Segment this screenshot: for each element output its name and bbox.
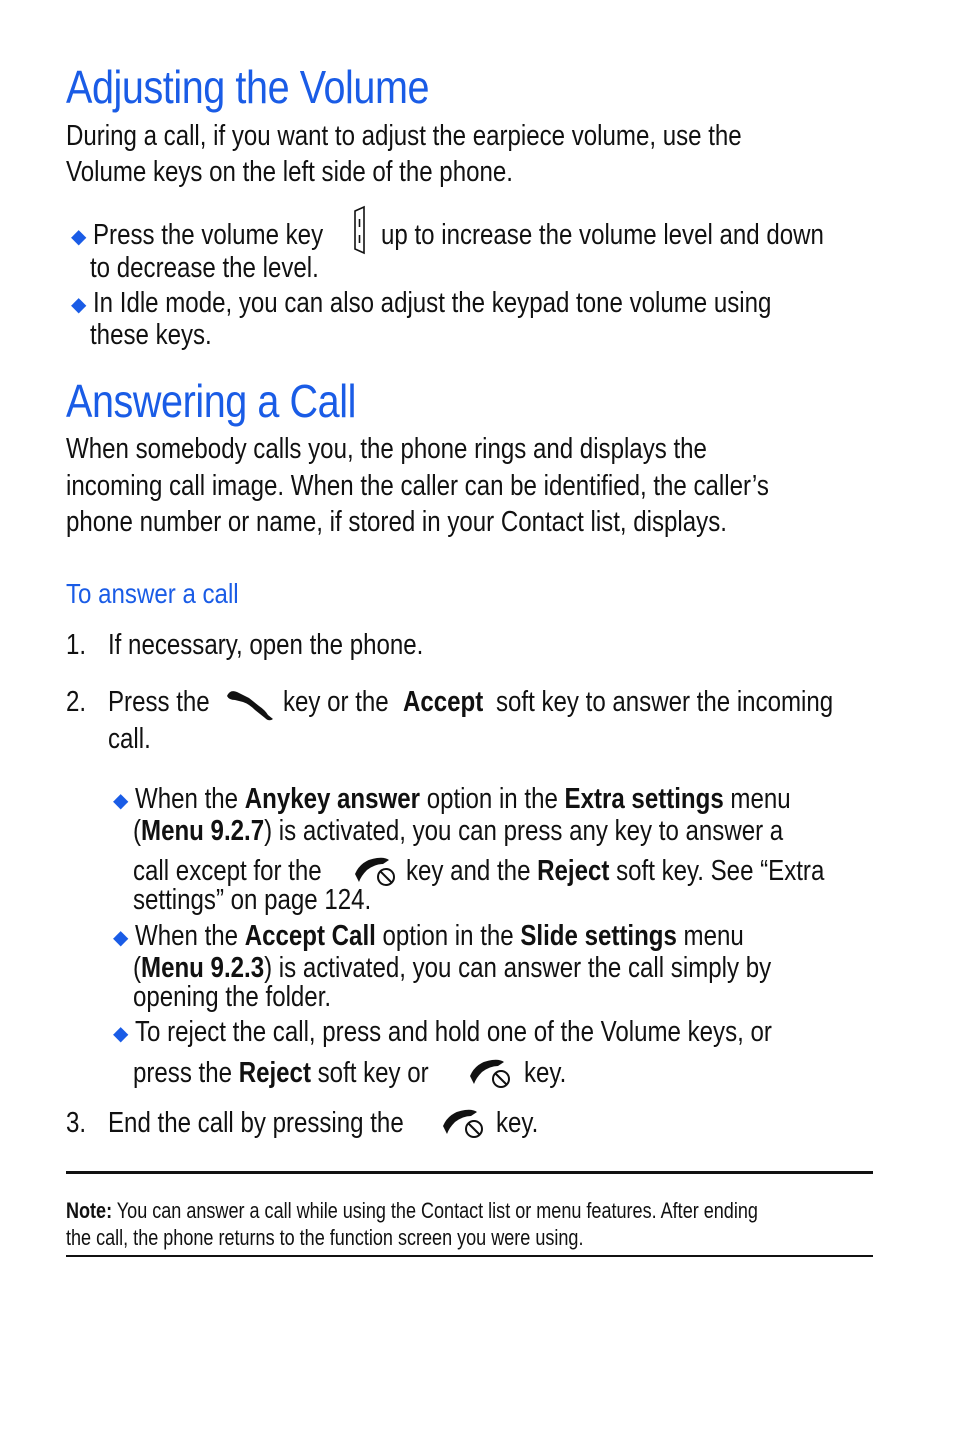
step-text-bold <box>403 684 483 720</box>
step-number: 1. <box>66 629 87 661</box>
send-key-icon <box>225 686 275 722</box>
note-top-rule <box>66 1171 873 1174</box>
end-key-icon <box>441 1104 487 1140</box>
bullet-diamond-icon: ◆ <box>113 1023 129 1045</box>
paragraph-line: phone number or name, if stored in your Contact list, displays. <box>66 506 727 538</box>
note-line: the call, the phone returns to the function screen you were using. <box>66 1225 584 1250</box>
paragraph-line: When somebody calls you, the phone rings and displays the <box>66 433 707 465</box>
sub-bullet-line: When the Accept Call option in the Slide settings menu <box>135 920 744 952</box>
step-number: 2. <box>66 686 87 718</box>
bullet-diamond-icon: ◆ <box>113 790 129 812</box>
sub-bullet-line: key and the Reject soft key. See “Extra <box>406 855 825 887</box>
subheading-to-answer: To answer a call <box>66 578 239 609</box>
bullet-text: these keys. <box>90 319 212 351</box>
sub-bullet-line: settings” on page 124. <box>133 884 372 916</box>
sub-bullet-line: (Menu 9.2.3) is activated, you can answer the call simply by <box>133 952 772 984</box>
heading-adjusting-volume: Adjusting the Volume <box>66 61 430 113</box>
paragraph-line: During a call, if you want to adjust the earpiece volume, use the <box>66 120 742 152</box>
step-text: key. <box>496 1107 539 1139</box>
end-key-icon <box>468 1054 514 1090</box>
note-bottom-rule <box>66 1255 873 1257</box>
step-text: If necessary, open the phone. <box>108 629 424 661</box>
sub-bullet-line: To reject the call, press and hold one of the Volume keys, or <box>135 1016 772 1048</box>
bullet-text: In Idle mode, you can also adjust the keypad tone volume using <box>93 287 772 319</box>
volume-key-icon <box>352 205 368 255</box>
step-text: call. <box>108 723 151 755</box>
bullet-text: Press the volume key <box>93 219 324 251</box>
sub-bullet-line: (Menu 9.2.7) is activated, you can press any key to answer a <box>133 815 784 847</box>
bullet-diamond-icon: ◆ <box>71 226 87 248</box>
bullet-diamond-icon: ◆ <box>113 927 129 949</box>
step-text: End the call by pressing the <box>108 1107 404 1139</box>
note-line: Note: You can answer a call while using the Contact list or menu features. After ending <box>66 1198 758 1223</box>
bullet-text: to decrease the level. <box>90 252 319 284</box>
bullet-text: up to increase the volume level and down <box>381 219 824 251</box>
step-text: soft key to answer the incoming <box>496 686 834 718</box>
sub-bullet-line: press the Reject soft key or <box>133 1057 429 1089</box>
step-text: Press the <box>108 686 210 718</box>
bullet-diamond-icon: ◆ <box>71 294 87 316</box>
step-text: key or the <box>283 686 389 718</box>
paragraph-line: incoming call image. When the caller can be identified, the caller’s <box>66 470 769 502</box>
heading-answering-call: Answering a Call <box>66 375 356 427</box>
sub-bullet-line: call except for the <box>133 855 322 887</box>
accept-keyword: Accept <box>403 686 484 718</box>
note-label: Note: <box>66 1198 113 1223</box>
sub-bullet-line: key. <box>524 1057 567 1089</box>
paragraph-line: Volume keys on the left side of the phone. <box>66 156 513 188</box>
step-number: 3. <box>66 1107 87 1139</box>
sub-bullet-line: When the Anykey answer option in the Extra settings menu <box>135 783 791 815</box>
sub-bullet-line: opening the folder. <box>133 981 332 1013</box>
